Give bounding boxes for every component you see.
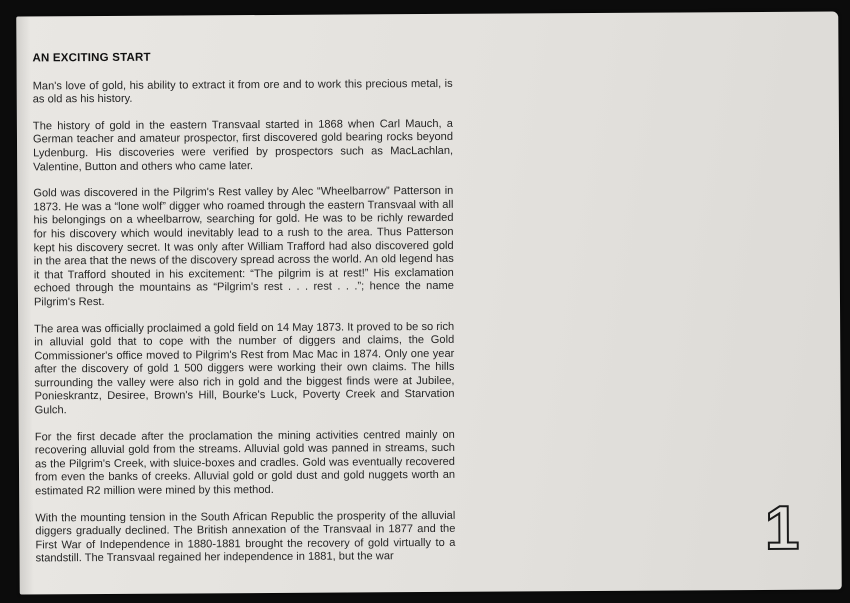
book-page — [16, 11, 842, 594]
paragraph-proclamation: The area was officially proclaimed a gold field on 14 May 1873. It proved to be so rich in alluvial gold that to cope with the number of diggers and claims, the Gold Commissioner's office moved to Pilgrim's Rest from Mac Mac in 1874. Only one year after the discovery of gold 1 500 diggers were working their own claims. The hills surrounding the valley were also rich in gold and the biggest finds were at Jubilee, Ponieskrantz, Desiree, Brown's Hill, Bourke's Luck, Poverty Creek and Starvation Gulch. — [34, 320, 455, 417]
paragraph-intro: Man's love of gold, his ability to extract it from ore and to work this precious metal, is as old as his history. — [32, 77, 453, 106]
article-heading: AN EXCITING START — [32, 51, 151, 65]
paragraph-decline: With the mounting tension in the South African Republic the prosperity of the alluvial diggers gradually declined. The British annexation of the Transvaal in 1877 and the First War of Independence in 1880-1881 brought the recovery of gold virtually to a standstill. The Transvaal regained her independence in 1881, but the war — [35, 509, 456, 565]
paragraph-history: The history of gold in the eastern Transvaal started in 1868 when Carl Mauch, a German teacher and amateur prospector, first discovered gold bearing rocks beyond Lydenburg. His discoveries were verified by prospectors such as MacLachlan, Valentine, Button and others who came later. — [32, 117, 454, 173]
article-body — [32, 50, 455, 580]
paragraph-discovery: Gold was discovered in the Pilgrim's Rest valley by Alec “Wheelbarrow” Patterson in 1873. He was a “lone wolf” digger who roamed through the eastern Transvaal with all his belongings on a wheelbarrow, searching for gold. He was to be richly rewarded for his discovery which would inevitably lead to a rush to the area. Thus Patterson kept his discovery secret. It was only after William Trafford had also discovered gold in the area that the news of the discovery spread across the world. An old legend has it that Trafford shouted in his excitement: “The pilgrim is at rest!” His exclamation echoed through the mountains as “Pilgrim's rest . . . rest . . .”; hence the name Pilgrim's Rest. — [33, 185, 454, 309]
page-number: 1 — [764, 493, 800, 563]
paragraph-alluvial: For the first decade after the proclamation the mining activities centred mainly on recovering alluvial gold from the streams. Alluvial gold was panned in streams, such as the Pilgrim's Creek, with sluice-boxes and cradles. Gold was eventually recovered from even the banks of creeks. Alluvial gold or gold dust and gold nuggets worth an estimated R2 million were mined by this method. — [34, 428, 456, 498]
